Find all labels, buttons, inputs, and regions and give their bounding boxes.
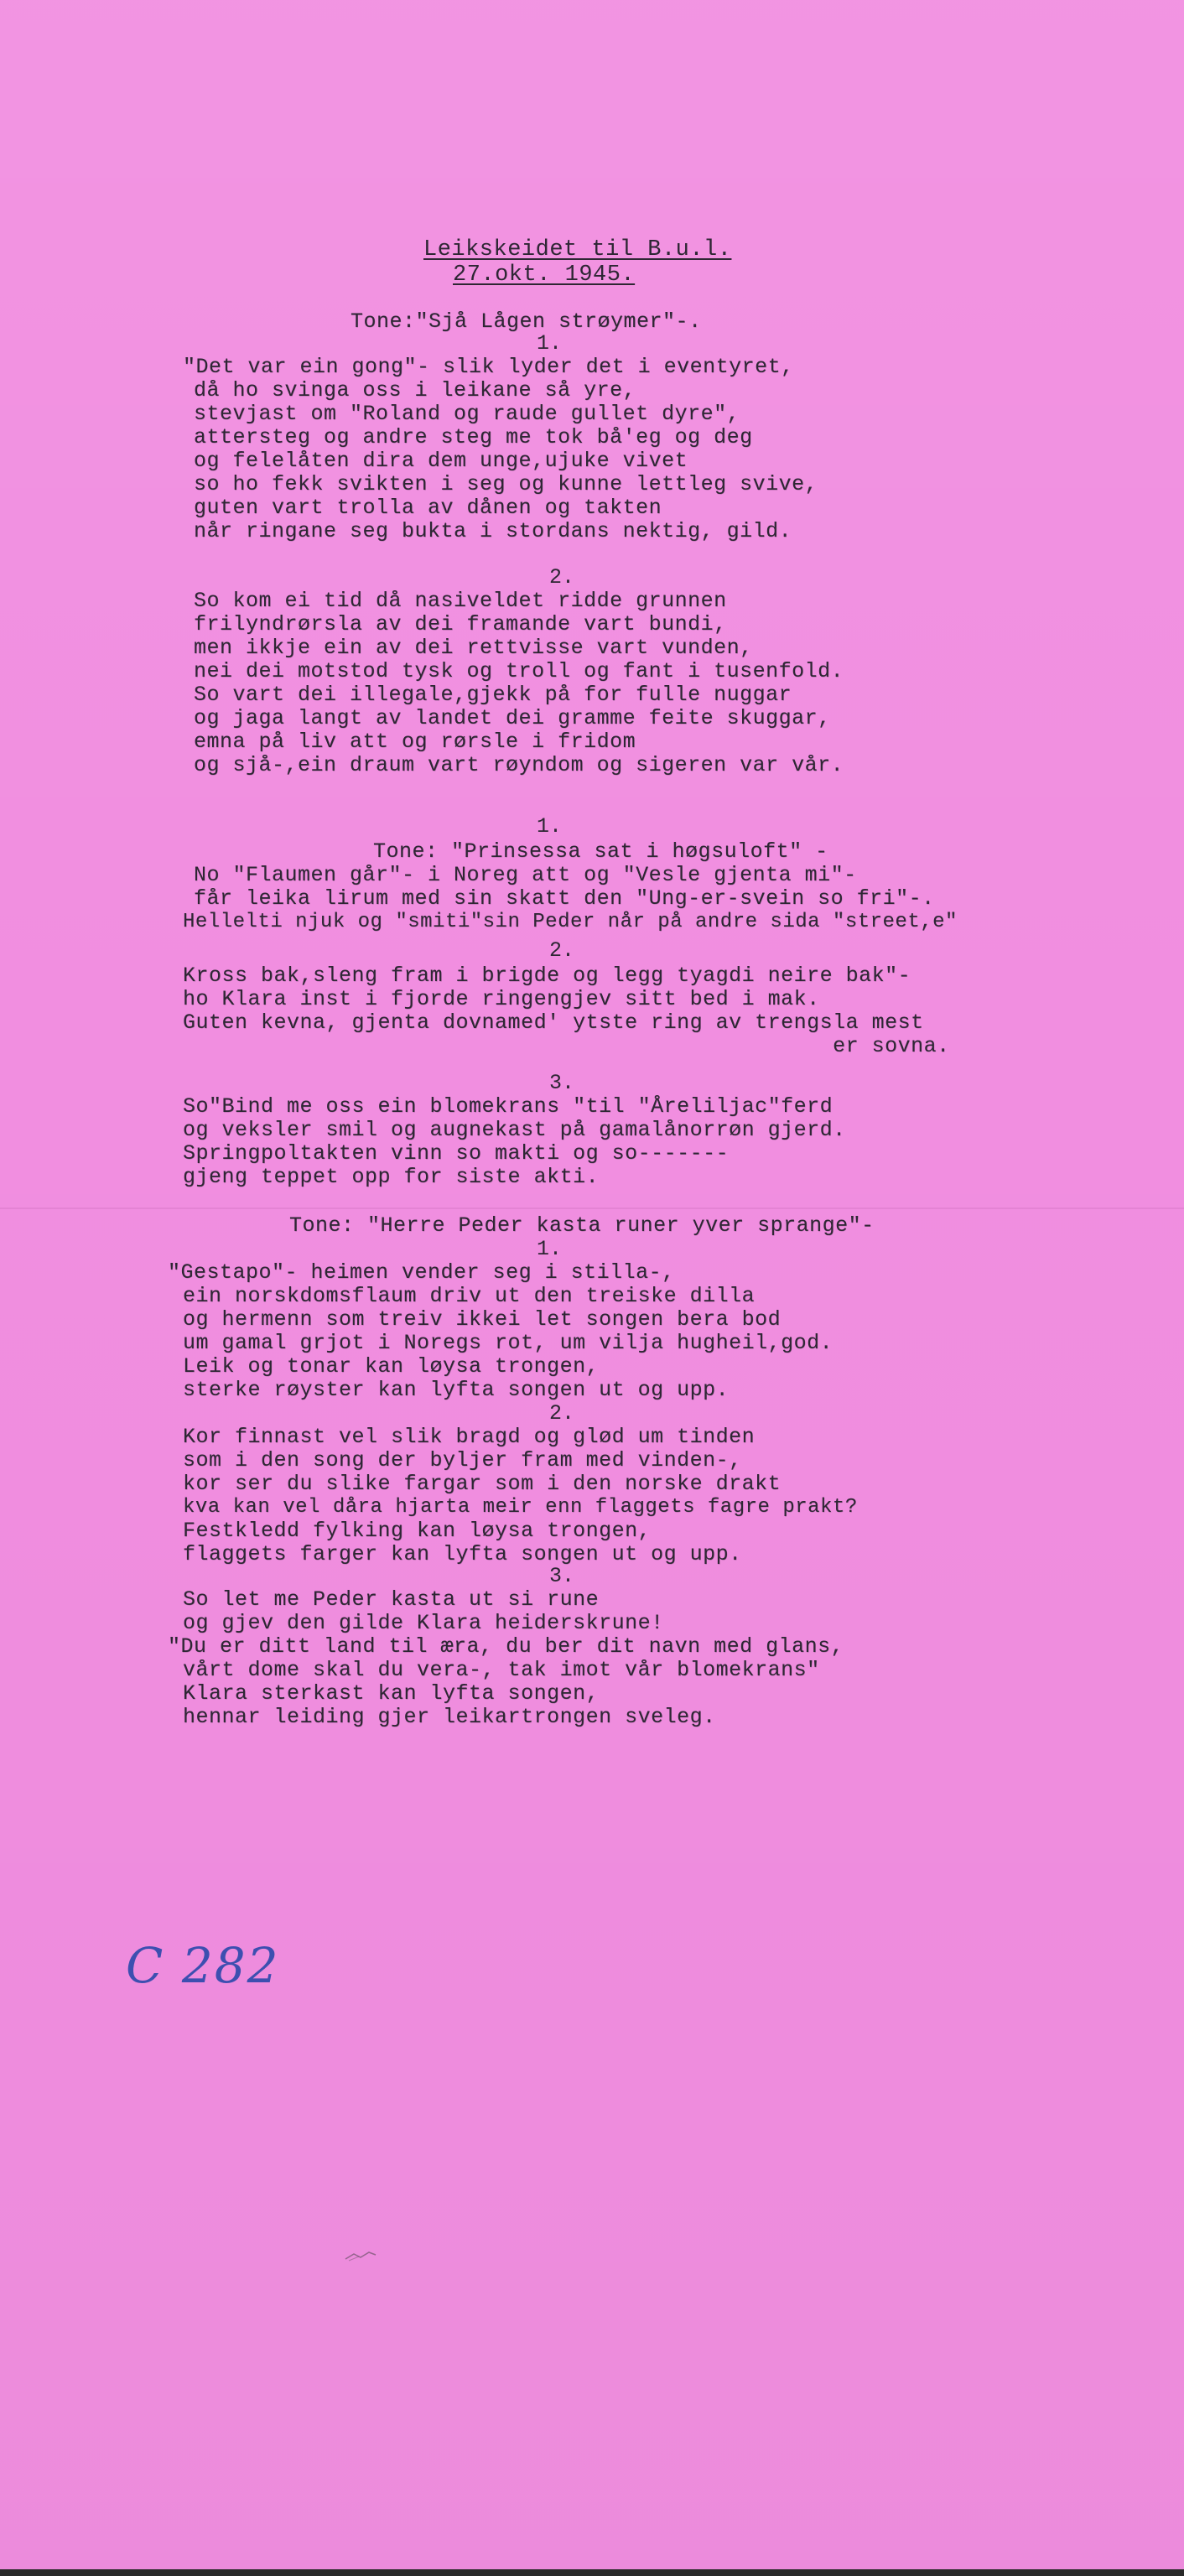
verse-line: og hermenn som treiv ikkei let songen bera bod: [183, 1307, 782, 1332]
verse-line: sterke røyster kan lyfta songen ut og upp.: [183, 1378, 730, 1402]
verse-line: ho Klara inst i fjorde ringengjev sitt bed i mak.: [183, 987, 820, 1011]
verse-line: får leika lirum med sin skatt den "Ung-er-svein so fri"-.: [194, 886, 935, 911]
verse-line: kva kan vel dåra hjarta meir enn flaggets fagre prakt?: [183, 1496, 858, 1519]
song2-verse2-number: 2.: [549, 938, 575, 963]
song1-verse1-number: 1.: [537, 331, 563, 356]
song3-verse1-number: 1.: [537, 1237, 563, 1261]
verse-line: Kross bak,sleng fram i brigde og legg tyagdi neire bak"-: [183, 963, 911, 988]
verse-line: gjeng teppet opp for siste akti.: [183, 1165, 600, 1189]
verse-line: Springpoltakten vinn so makti og so-------: [183, 1141, 730, 1166]
verse-line: og jaga langt av landet dei gramme feite skuggar,: [194, 706, 831, 730]
verse-line: So"Bind me oss ein blomekrans "til "Åreliljac"ferd: [183, 1094, 833, 1119]
verse-line: vårt dome skal du vera-, tak imot vår blomekrans": [183, 1658, 820, 1682]
song2-verse3-number: 3.: [549, 1071, 575, 1095]
verse-line: So kom ei tid då nasiveldet ridde grunnen: [194, 589, 727, 613]
verse-line: Leik og tonar kan løysa trongen,: [183, 1354, 600, 1379]
verse-line: og felelåten dira dem unge,ujuke vivet: [194, 449, 688, 473]
song2-verse1-number: 1.: [537, 814, 563, 839]
verse-line: attersteg og andre steg me tok bå'eg og deg: [194, 425, 753, 449]
verse-line: Klara sterkast kan lyfta songen,: [183, 1681, 600, 1706]
verse-line: men ikkje ein av dei rettvisse vart vunden,: [194, 636, 753, 660]
verse-line: er sovna.: [183, 1034, 950, 1058]
verse-line: frilyndrørsla av dei framande vart bundi,: [194, 612, 727, 636]
verse-line: Hellelti njuk og "smiti"sin Peder når på andre sida "street,e": [183, 911, 958, 933]
verse-line: "Du er ditt land til æra, du ber dit navn med glans,: [168, 1634, 844, 1659]
verse-line: hennar leiding gjer leikartrongen sveleg.: [183, 1705, 716, 1729]
song3-verse3-number: 3.: [549, 1564, 575, 1588]
song1-verse2-number: 2.: [549, 565, 575, 589]
document-title: Leikskeidet til B.u.l.: [423, 237, 732, 262]
verse-line: og gjev den gilde Klara heiderskrune!: [183, 1611, 664, 1635]
verse-line: stevjast om "Roland og raude gullet dyre",: [194, 402, 740, 426]
verse-line: emna på liv att og rørsle i fridom: [194, 730, 636, 754]
archive-mark-handwritten: C 282: [126, 1937, 280, 1994]
verse-line: Kor finnast vel slik bragd og glød um tinden: [183, 1425, 756, 1449]
verse-line: nei dei motstod tysk og troll og fant i tusenfold.: [194, 659, 844, 683]
verse-line: kor ser du slike fargar som i den norske drakt: [183, 1472, 782, 1496]
verse-line: guten vart trolla av dånen og takten: [194, 496, 662, 520]
verse-line: og sjå-,ein draum vart røyndom og sigeren var vår.: [194, 753, 844, 777]
verse-line: So vart dei illegale,gjekk på for fulle nuggar: [194, 683, 792, 707]
verse-line: "Det var ein gong"- slik lyder det i eventyret,: [183, 355, 794, 379]
verse-line: Festkledd fylking kan løysa trongen,: [183, 1519, 652, 1543]
verse-line: og veksler smil og augnekast på gamalånorrøn gjerd.: [183, 1118, 846, 1142]
verse-line: når ringane seg bukta i stordans nektig, gild.: [194, 519, 792, 543]
song2-tone: Tone: "Prinsessa sat i høgsuloft" -: [373, 839, 828, 864]
verse-line: No "Flaumen går"- i Noreg att og "Vesle gjenta mi"-: [194, 863, 857, 887]
song3-tone: Tone: "Herre Peder kasta runer yver sprange"-: [289, 1213, 875, 1238]
scan-bottom-edge: [0, 2569, 1184, 2576]
verse-line: Guten kevna, gjenta dovnamed' ytste ring av trengsla mest: [183, 1010, 924, 1035]
verse-line: "Gestapo"- heimen vender seg i stilla-,: [168, 1260, 675, 1285]
verse-line: då ho svinga oss i leikane så yre,: [194, 378, 636, 402]
verse-line: som i den song der byljer fram med vinden-,: [183, 1448, 742, 1472]
verse-line: so ho fekk svikten i seg og kunne lettleg svive,: [194, 472, 818, 496]
pencil-smudge-mark: [344, 2247, 377, 2264]
verse-line: So let me Peder kasta ut si rune: [183, 1587, 600, 1612]
song1-tone: Tone:"Sjå Lågen strøymer"-.: [351, 309, 702, 334]
document-date: 27.okt. 1945.: [453, 262, 636, 288]
verse-line: flaggets farger kan lyfta songen ut og upp.: [183, 1542, 742, 1566]
verse-line: um gamal grjot i Noregs rot, um vilja hugheil,god.: [183, 1331, 833, 1355]
song3-verse2-number: 2.: [549, 1401, 575, 1426]
paper-fold-line: [0, 1208, 1184, 1209]
verse-line: ein norskdomsflaum driv ut den treiske dilla: [183, 1284, 756, 1308]
